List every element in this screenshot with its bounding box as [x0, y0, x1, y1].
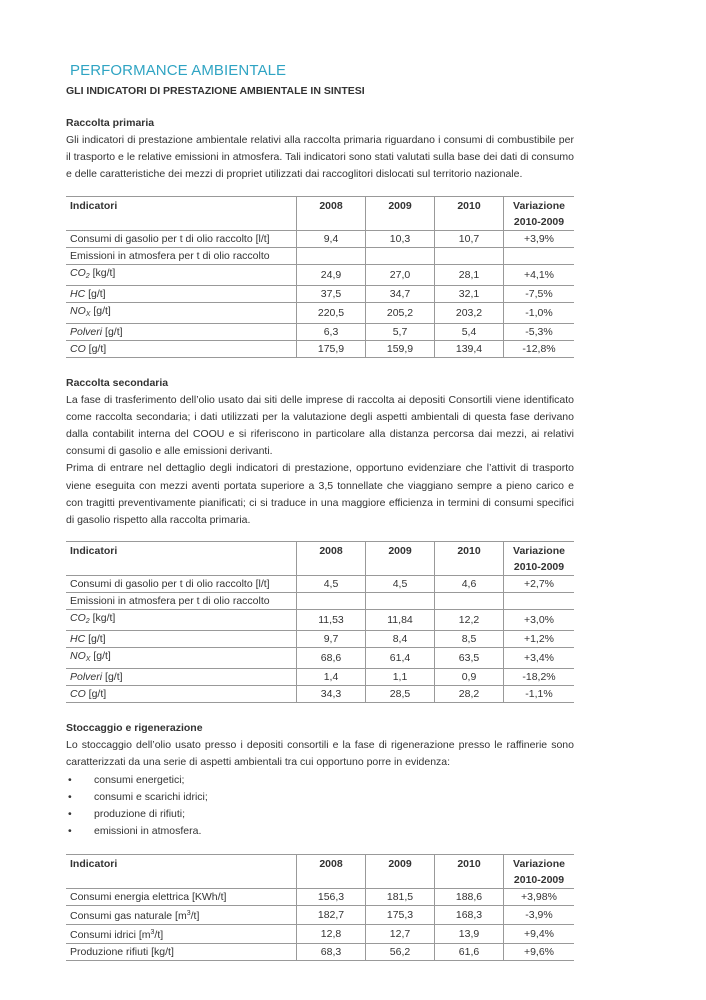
cell-2008	[297, 247, 366, 264]
cell-variazione: +9,4%	[504, 925, 575, 944]
col-header-2009: 2009	[366, 196, 435, 230]
row-label-co	[66, 686, 297, 703]
section-text-stoccaggio: Lo stoccaggio dell’olio usato presso i depositi consortili e la fase di rigenerazione presso le raffinerie sono caratterizzati da una serie di aspetti ambientali tra cui opportuno porre in evidenza:	[66, 739, 574, 769]
cell-2009: 27,0	[366, 264, 435, 285]
table-row	[66, 593, 574, 610]
row-label: Produzione rifiuti [kg/t]	[66, 944, 297, 961]
cell-2008: 9,4	[297, 230, 366, 247]
table-row	[66, 230, 574, 247]
co2-subscript: 2	[85, 618, 90, 626]
table-row	[66, 944, 574, 961]
row-label-polveri	[66, 323, 297, 340]
gas-superscript: 3	[186, 910, 191, 918]
table-row	[66, 631, 574, 648]
cell-2009: 10,3	[366, 230, 435, 247]
cell-2008: 4,5	[297, 576, 366, 593]
cell-variazione: +1,2%	[504, 631, 575, 648]
row-label-gas	[66, 906, 297, 925]
list-item	[66, 823, 574, 840]
cell-2010: 5,4	[435, 323, 504, 340]
table-row	[66, 247, 574, 264]
cell-2010: 188,6	[435, 889, 504, 906]
variazione-period: 2010-2009	[513, 874, 565, 887]
nox-symbol: NO	[70, 650, 86, 663]
nox-subscript: X	[85, 656, 91, 664]
cell-variazione	[504, 247, 575, 264]
col-header-variazione	[504, 196, 575, 230]
cell-variazione: -1,1%	[504, 686, 575, 703]
row-label-hc	[66, 631, 297, 648]
cell-variazione: -1,0%	[504, 302, 575, 323]
bullet-icon: •	[68, 825, 72, 838]
bullet-icon: •	[68, 790, 72, 803]
nox-symbol: NO	[70, 304, 86, 317]
col-header-2010: 2010	[435, 196, 504, 230]
cell-2010: 203,2	[435, 302, 504, 323]
cell-2010	[435, 593, 504, 610]
table-row	[66, 906, 574, 925]
cell-2009: 1,1	[366, 669, 435, 686]
table-header-row	[66, 196, 574, 230]
col-header-2009: 2009	[366, 855, 435, 889]
col-header-indicatori: Indicatori	[66, 196, 297, 230]
cell-2008: 12,8	[297, 925, 366, 944]
cell-2010: 28,1	[435, 264, 504, 285]
table-row	[66, 648, 574, 669]
cell-variazione: -18,2%	[504, 669, 575, 686]
table-row	[66, 323, 574, 340]
cell-2010: 139,4	[435, 340, 504, 357]
cell-2009: 181,5	[366, 889, 435, 906]
cell-2010: 4,6	[435, 576, 504, 593]
cell-variazione: +3,0%	[504, 610, 575, 631]
cell-2009	[366, 247, 435, 264]
cell-2008: 24,9	[297, 264, 366, 285]
bullet-icon: •	[68, 808, 72, 821]
co-symbol: CO	[70, 688, 86, 701]
bullet-list	[66, 772, 574, 841]
row-label-nox	[66, 302, 297, 323]
cell-variazione: +9,6%	[504, 944, 575, 961]
co-unit: [g/t]	[85, 688, 107, 701]
cell-2009: 5,7	[366, 323, 435, 340]
table-row	[66, 889, 574, 906]
polveri-label: Polveri	[70, 671, 103, 684]
cell-variazione: -5,3%	[504, 323, 575, 340]
row-label-polveri	[66, 669, 297, 686]
cell-2008: 11,53	[297, 610, 366, 631]
cell-2008: 175,9	[297, 340, 366, 357]
cell-2010: 12,2	[435, 610, 504, 631]
cell-2009: 159,9	[366, 340, 435, 357]
page-subtitle: GLI INDICATORI DI PRESTAZIONE AMBIENTALE IN SINTESI	[66, 85, 365, 97]
list-item-text: emissioni in atmosfera.	[94, 825, 202, 838]
cell-2008: 182,7	[297, 906, 366, 925]
bullet-icon: •	[68, 773, 72, 786]
table-row	[66, 610, 574, 631]
cell-2010: 10,7	[435, 230, 504, 247]
section-text-raccolta-secondaria-2: Prima di entrare nel dettaglio degli indicatori di prestazione, opportuno evidenziare che l’attivit di trasporto viene eseguita con mezzi aventi portata superiore a 3,5 tonnellate che viaggiano sempre a pieno carico e con tragitti preventivamente pianificati; ci si traduce in una maggiore efficienza in termini di consumi specifici di gasolio rispetto alla raccolta primaria.	[66, 462, 574, 527]
cell-2009: 12,7	[366, 925, 435, 944]
cell-2008: 6,3	[297, 323, 366, 340]
co2-symbol: CO	[70, 612, 86, 625]
cell-variazione	[504, 593, 575, 610]
cell-2009: 4,5	[366, 576, 435, 593]
table-raccolta-primaria	[66, 196, 574, 358]
co2-unit: [kg/t]	[89, 612, 116, 625]
table-row	[66, 264, 574, 285]
cell-2008	[297, 593, 366, 610]
polveri-unit: [g/t]	[102, 325, 123, 338]
variazione-label: Variazione	[513, 545, 565, 558]
cell-2009: 205,2	[366, 302, 435, 323]
cell-variazione: +2,7%	[504, 576, 575, 593]
table-header-row	[66, 855, 574, 889]
cell-2010: 13,9	[435, 925, 504, 944]
row-label-co2	[66, 264, 297, 285]
cell-2009: 11,84	[366, 610, 435, 631]
cell-variazione: -12,8%	[504, 340, 575, 357]
idrici-label: Consumi idrici [m	[70, 929, 151, 942]
polveri-unit: [g/t]	[102, 671, 123, 684]
cell-2009: 34,7	[366, 285, 435, 302]
row-label: Consumi energia elettrica [KWh/t]	[66, 889, 297, 906]
hc-symbol: HC	[70, 287, 86, 300]
section-heading-raccolta-primaria: Raccolta primaria	[66, 117, 155, 129]
col-header-indicatori: Indicatori	[66, 855, 297, 889]
hc-unit: [g/t]	[85, 287, 106, 300]
gas-label: Consumi gas naturale [m	[70, 910, 187, 923]
cell-2010: 28,2	[435, 686, 504, 703]
table-row	[66, 340, 574, 357]
row-label-hc	[66, 285, 297, 302]
row-label-idrici	[66, 925, 297, 944]
cell-2008: 37,5	[297, 285, 366, 302]
table-header-row	[66, 542, 574, 576]
cell-variazione: +3,9%	[504, 230, 575, 247]
table-row	[66, 925, 574, 944]
col-header-variazione	[504, 542, 575, 576]
cell-2008: 34,3	[297, 686, 366, 703]
cell-variazione: -7,5%	[504, 285, 575, 302]
cell-2010: 168,3	[435, 906, 504, 925]
col-header-2010: 2010	[435, 855, 504, 889]
list-item	[66, 789, 574, 806]
col-header-2008: 2008	[297, 542, 366, 576]
variazione-label: Variazione	[513, 858, 565, 871]
hc-unit: [g/t]	[85, 633, 106, 646]
variazione-period: 2010-2009	[513, 561, 565, 574]
col-header-indicatori: Indicatori	[66, 542, 297, 576]
cell-2010: 0,9	[435, 669, 504, 686]
gas-unit: /t]	[190, 910, 200, 923]
row-label: Emissioni in atmosfera per t di olio raccolto	[66, 247, 297, 264]
cell-2008: 1,4	[297, 669, 366, 686]
table-row	[66, 285, 574, 302]
row-label: Consumi di gasolio per t di olio raccolto [l/t]	[66, 576, 297, 593]
table-row	[66, 686, 574, 703]
cell-2009	[366, 593, 435, 610]
table-row	[66, 669, 574, 686]
nox-unit: [g/t]	[90, 650, 111, 663]
row-label-co	[66, 340, 297, 357]
cell-2010: 61,6	[435, 944, 504, 961]
co-unit: [g/t]	[85, 342, 107, 355]
col-header-variazione	[504, 855, 575, 889]
section-heading-stoccaggio: Stoccaggio e rigenerazione	[66, 722, 203, 735]
cell-2009: 56,2	[366, 944, 435, 961]
cell-variazione: +3,4%	[504, 648, 575, 669]
section-text-raccolta-secondaria-1: La fase di trasferimento dell’olio usato dai siti delle imprese di raccolta ai depositi Consortili viene identificato come raccolta secondaria; i dati utilizzati per la valutazione degli aspetti ambientali di questa fase derivano dalla contabilit interna del COOU e si riferiscono in particolare alla distanza percorsa dai mezzi, ai relativi consumi di gasolio e alle emissioni derivanti.	[66, 393, 574, 458]
row-label: Emissioni in atmosfera per t di olio raccolto	[66, 593, 297, 610]
co2-unit: [kg/t]	[89, 266, 116, 279]
co2-subscript: 2	[85, 272, 90, 280]
table-stoccaggio-rigenerazione	[66, 854, 574, 961]
section-text-raccolta-primaria: Gli indicatori di prestazione ambientale relativi alla raccolta primaria riguardano i consumi di combustibile per il trasporto e le relative emissioni in atmosfera. Tali indicatori sono stati valutati sulla base dei dati di consumo e delle caratteristiche dei mezzi di propriet utilizzati dai raccoglitori dislocati sul territorio nazionale.	[66, 134, 574, 181]
row-label-nox	[66, 648, 297, 669]
col-header-2009: 2009	[366, 542, 435, 576]
variazione-label: Variazione	[513, 199, 565, 212]
section-heading-raccolta-secondaria: Raccolta secondaria	[66, 376, 169, 389]
cell-2009: 8,4	[366, 631, 435, 648]
cell-2008: 9,7	[297, 631, 366, 648]
list-item	[66, 806, 574, 823]
list-item-text: consumi e scarichi idrici;	[94, 790, 208, 803]
row-label: Consumi di gasolio per t di olio raccolto [l/t]	[66, 230, 297, 247]
co-symbol: CO	[70, 342, 86, 355]
cell-2008: 156,3	[297, 889, 366, 906]
cell-variazione: +3,98%	[504, 889, 575, 906]
variazione-period: 2010-2009	[513, 215, 565, 228]
table-raccolta-secondaria	[66, 541, 574, 703]
cell-2009: 28,5	[366, 686, 435, 703]
table-row	[66, 576, 574, 593]
list-item-text: consumi energetici;	[94, 773, 185, 786]
col-header-2008: 2008	[297, 196, 366, 230]
cell-variazione: +4,1%	[504, 264, 575, 285]
col-header-2010: 2010	[435, 542, 504, 576]
idrici-unit: /t]	[154, 929, 164, 942]
table-row	[66, 302, 574, 323]
cell-2010: 32,1	[435, 285, 504, 302]
row-label-co2	[66, 610, 297, 631]
cell-2010: 63,5	[435, 648, 504, 669]
nox-subscript: X	[85, 310, 91, 318]
col-header-2008: 2008	[297, 855, 366, 889]
cell-2010	[435, 247, 504, 264]
cell-2008: 68,6	[297, 648, 366, 669]
cell-2008: 220,5	[297, 302, 366, 323]
nox-unit: [g/t]	[90, 304, 111, 317]
cell-2008: 68,3	[297, 944, 366, 961]
co2-symbol: CO	[70, 266, 86, 279]
idrici-superscript: 3	[150, 929, 155, 937]
cell-2010: 8,5	[435, 631, 504, 648]
polveri-label: Polveri	[70, 325, 103, 338]
hc-symbol: HC	[70, 633, 86, 646]
list-item-text: produzione di rifiuti;	[94, 808, 186, 821]
cell-2009: 61,4	[366, 648, 435, 669]
report-page	[66, 60, 574, 961]
cell-2009: 175,3	[366, 906, 435, 925]
list-item	[66, 772, 574, 789]
cell-variazione: -3,9%	[504, 906, 575, 925]
page-title: PERFORMANCE AMBIENTALE	[70, 62, 287, 79]
